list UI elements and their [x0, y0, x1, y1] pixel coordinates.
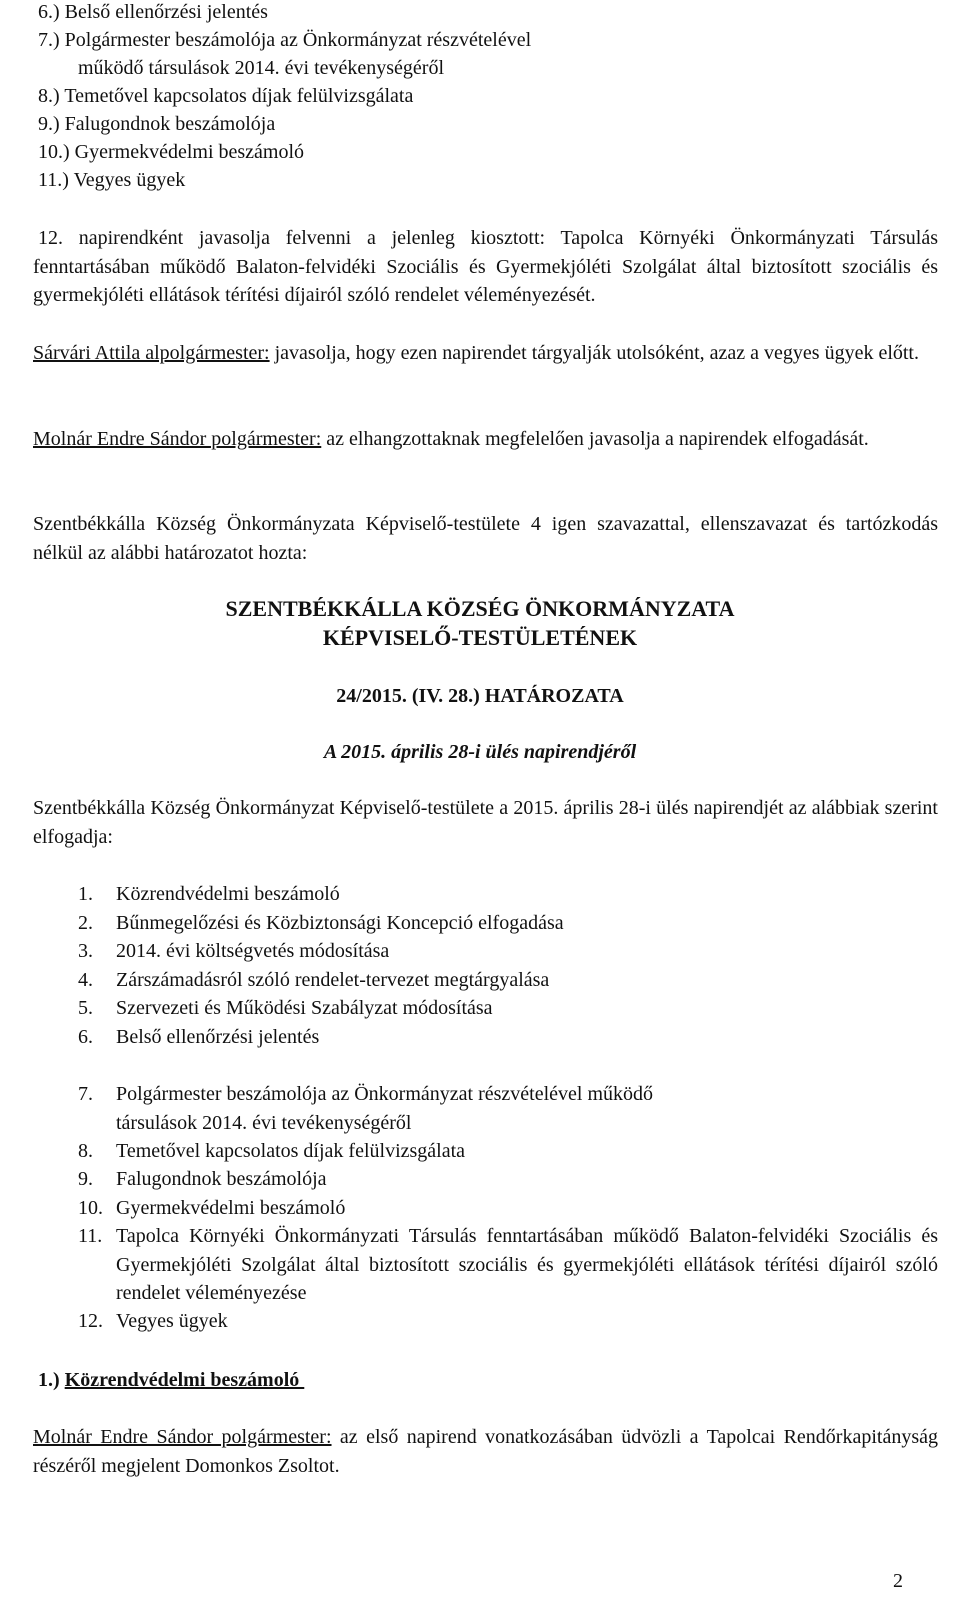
top-list-number: 11.): [38, 169, 69, 191]
speaker-statement: javasolja, hogy ezen napirendet tárgyalják utolsóként, azaz a vegyes ügyek előtt.: [269, 342, 919, 364]
agenda-item-number: 9.: [78, 1168, 93, 1190]
agenda-item-text: Közrendvédelmi beszámoló: [116, 883, 340, 905]
speaker-name: Molnár Endre Sándor polgármester:: [33, 1426, 332, 1448]
agenda-item-text: Belső ellenőrzési jelentés: [116, 1026, 320, 1048]
agenda-item-text: Szervezeti és Működési Szabályzat módosítása: [116, 997, 493, 1019]
agenda-item-number: 12.: [78, 1310, 103, 1332]
agenda-item-number: 6.: [78, 1026, 93, 1048]
agenda-item-text: Vegyes ügyek: [116, 1310, 228, 1332]
top-list-item: [38, 140, 304, 164]
agenda-item-number: 5.: [78, 997, 93, 1019]
agenda-item-text: Tapolca Környéki Önkormányzati Társulás fenntartásában működő Balaton-felvidéki Szociális és Gyermekjóléti Szolgálat által biztosított szociális és gyermekjóléti ellátások térítési díjairól szóló rendelet véleményezése: [116, 1225, 938, 1304]
agenda-item-number: 7.: [78, 1083, 93, 1105]
top-list-number: 9.): [38, 113, 60, 135]
speaker-statement: az első napirend vonatkozásában üdvözli a Tapolcai Rendőrkapitányság részéről megjelent Domonkos Zsoltot.: [33, 1426, 938, 1477]
top-list-item: [38, 168, 185, 192]
agenda-item-text: Falugondnok beszámolója: [116, 1168, 327, 1190]
top-list-text: működő társulások 2014. évi tevékenységéről: [78, 57, 445, 79]
agenda-item-number: 3.: [78, 940, 93, 962]
section-heading: [38, 1366, 304, 1394]
top-list-item: [38, 112, 275, 136]
resolution-title-line-1: SZENTBÉKKÁLLA KÖZSÉG ÖNKORMÁNYZATA: [225, 596, 735, 621]
resolution-title-line-2: KÉPVISELŐ-TESTÜLETÉNEK: [322, 625, 638, 650]
speaker-name: Molnár Endre Sándor polgármester:: [33, 428, 322, 450]
agenda-item-number: 10.: [78, 1197, 103, 1219]
resolution-intro: Szentbékkálla Község Önkormányzat Képviselő-testülete a 2015. április 28-i ülés napirendjét az alábbiak szerint elfogadja:: [33, 797, 938, 848]
top-list-text: Belső ellenőrzési jelentés: [64, 1, 268, 23]
top-list-text: Vegyes ügyek: [73, 169, 186, 191]
agenda-item-text: Polgármester beszámolója az Önkormányzat részvételével működő társulások 2014. évi tevékenységéről: [116, 1083, 654, 1134]
agenda-item-text: Temetővel kapcsolatos díjak felülvizsgálata: [116, 1140, 466, 1162]
top-list-number: 6.): [38, 1, 60, 23]
top-list-text: Falugondnok beszámolója: [64, 113, 276, 135]
agenda-item-number: 4.: [78, 969, 93, 991]
speaker-statement: az elhangzottaknak megfelelően javasolja a napirendek elfogadását.: [321, 428, 869, 450]
resolution-number: 24/2015. (IV. 28.) HATÁROZATA: [336, 685, 624, 707]
top-list-item: [38, 0, 268, 24]
speaker-name: Sárvári Attila alpolgármester:: [33, 342, 270, 364]
paragraph-vote: Szentbékkálla Község Önkormányzata Képviselő-testülete 4 igen szavazattal, ellenszavazat és tartózkodás nélkül az alábbi határozatot hozta:: [33, 513, 938, 564]
top-list-number: 7.): [38, 29, 60, 51]
top-list-item: [38, 28, 531, 52]
resolution-subject: A 2015. április 28-i ülés napirendjéről: [323, 741, 637, 763]
section-number: 1.): [38, 1369, 60, 1391]
page-number: 2: [893, 1570, 903, 1592]
paragraph-agenda-addition: 12. napirendként javasolja felvenni a jelenleg kiosztott: Tapolca Környéki Önkormányzati Társulás fenntartásában működő Balaton-felvidéki Szociális és Gyermekjóléti Szolgálat által biztosított szociális és gyermekjóléti ellátások térítési díjairól szóló rendelet véleményezését.: [33, 227, 938, 306]
top-list-text: Polgármester beszámolója az Önkormányzat részvételével: [64, 29, 532, 51]
top-list-text: Temetővel kapcsolatos díjak felülvizsgálata: [64, 85, 414, 107]
agenda-item-number: 8.: [78, 1140, 93, 1162]
top-list-number: 8.): [38, 85, 60, 107]
paragraph-sarvari: [33, 339, 938, 368]
top-list-number: 10.): [38, 141, 70, 163]
agenda-item-number: 11.: [78, 1225, 103, 1247]
agenda-item-text: Zárszámadásról szóló rendelet-tervezet megtárgyalása: [116, 969, 550, 991]
top-list-item: [38, 84, 413, 108]
agenda-item-text: 2014. évi költségvetés módosítása: [116, 940, 390, 962]
agenda-item-number: 1.: [78, 883, 93, 905]
top-list-text: Gyermekvédelmi beszámoló: [74, 141, 305, 163]
section-title: Közrendvédelmi beszámoló: [64, 1369, 305, 1391]
paragraph-molnar-1: [33, 425, 938, 454]
paragraph-molnar-2: [33, 1423, 938, 1480]
agenda-item-text: Bűnmegelőzési és Közbiztonsági Koncepció elfogadása: [116, 912, 564, 934]
top-list-item-continuation: [78, 56, 444, 80]
agenda-item-text: Gyermekvédelmi beszámoló: [116, 1197, 346, 1219]
agenda-item-number: 2.: [78, 912, 93, 934]
